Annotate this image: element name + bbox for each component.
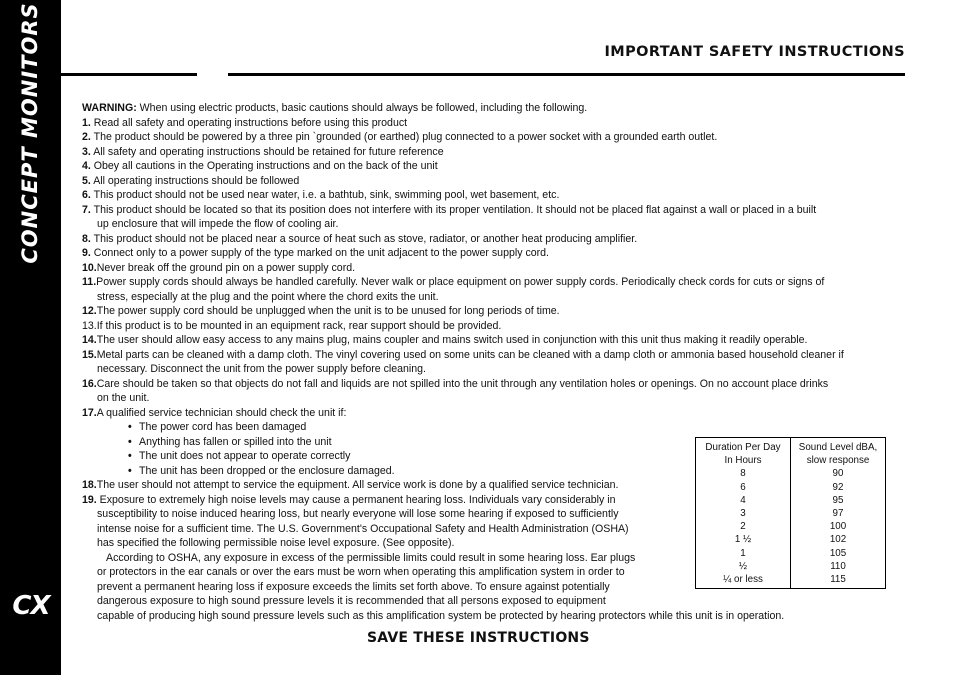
instruction-text: Care should be taken so that objects do not fall and liquids are not spilled into the unit through any ventilation holes or openings. On no account place drinks bbox=[96, 377, 829, 390]
instruction-text: A qualified service technician should check the unit if: bbox=[96, 406, 347, 419]
warning-line bbox=[82, 101, 912, 116]
bullet-text: The unit does not appear to operate correctly bbox=[139, 450, 351, 462]
instruction-13: 13.If this product is to be mounted in an equipment rack, rear support should be provided. bbox=[82, 319, 502, 332]
brand-vertical-title: CONCEPT MONITORS bbox=[18, 2, 42, 264]
instruction-number: 6. bbox=[82, 189, 91, 201]
bullet-glyph: • bbox=[128, 464, 132, 477]
duration-header-line: In Hours bbox=[724, 455, 762, 467]
instruction-10 bbox=[82, 261, 912, 276]
instruction-text: The user should allow easy access to any mains plug, mains coupler and mains switch used in conjunction with this unit thus making it readily operable. bbox=[96, 334, 808, 346]
duration-cell: 8 bbox=[740, 468, 746, 480]
instruction-number: 5. bbox=[82, 174, 91, 187]
bullet-item bbox=[82, 420, 912, 435]
instruction-text: Never break off the ground pin on a power supply cord. bbox=[96, 261, 356, 274]
instruction-number: 11. bbox=[82, 276, 97, 288]
instruction-19-line: dangerous exposure to high sound pressure levels it is recommended that all persons exposed to equipment bbox=[97, 595, 606, 607]
instruction-19-line: prevent a permanent hearing loss if exposure exceeds the limits set forth above. To ensure against potentially bbox=[97, 580, 610, 593]
instruction-16 bbox=[82, 377, 912, 392]
instruction-text: This product should not be placed near a source of heat such as stove, radiator, or another heat producing amplifier. bbox=[90, 232, 638, 245]
instruction-text: All safety and operating instructions should be retained for future reference bbox=[90, 145, 444, 158]
instruction-number: 3. bbox=[82, 145, 91, 158]
sound-level-cell: 102 bbox=[829, 534, 847, 546]
duration-cell: 3 bbox=[740, 508, 746, 520]
duration-cell: 4 bbox=[740, 494, 746, 506]
duration-cell: 2 bbox=[740, 521, 746, 533]
bullet-glyph: • bbox=[128, 421, 132, 433]
sound-level-header-line: slow response bbox=[806, 455, 870, 467]
instruction-number: 16. bbox=[82, 377, 97, 390]
instruction-19-line: susceptibility to noise induced hearing loss, but nearly everyone will lose some hearing if exposed to sufficiently bbox=[97, 508, 619, 520]
instruction-11 bbox=[82, 275, 912, 290]
instruction-text: Obey all cautions in the Operating instructions and on the back of the unit bbox=[90, 160, 438, 172]
instruction-number: 9. bbox=[82, 247, 91, 259]
instruction-7 bbox=[82, 203, 912, 218]
instruction-number: 8. bbox=[82, 232, 91, 245]
warning-label: WARNING: bbox=[82, 102, 137, 114]
instruction-number: 15. bbox=[82, 348, 97, 361]
page-title: IMPORTANT SAFETY INSTRUCTIONS bbox=[604, 44, 905, 60]
instruction-text: Power supply cords should always be handled carefully. Never walk or place equipment on power supply cords. Periodically check cords for cuts or signs of bbox=[96, 276, 825, 288]
instruction-19-line: or protectors in the ear canals or over the ears must be worn when operating this amplification system in order to bbox=[97, 566, 625, 578]
duration-header-line: Duration Per Day bbox=[705, 442, 781, 453]
instruction-19-line: has specified the following permissible noise level exposure. (See opposite). bbox=[97, 537, 455, 549]
cx-logo: CX bbox=[12, 591, 50, 621]
instruction-12 bbox=[82, 304, 912, 319]
instruction-text: This product should be located so that its position does not interfere with its proper ventilation. It should not be placed flat against a wall or placed in a built bbox=[90, 203, 817, 216]
bullet-text: The unit has been dropped or the enclosure damaged. bbox=[139, 464, 395, 477]
instruction-number: 12. bbox=[82, 305, 97, 317]
instruction-text: The user should not attempt to service the equipment. All service work is done by a qualified service technician. bbox=[96, 479, 619, 491]
bullet-text: The power cord has been damaged bbox=[139, 421, 307, 433]
instruction-number: 14. bbox=[82, 334, 97, 346]
instruction-19-line: capable of producing high sound pressure levels such as this amplification system be protected by hearing protectors while this unit is in operation. bbox=[97, 609, 785, 622]
duration-cell: 1 bbox=[740, 547, 746, 559]
instruction-19-line: According to OSHA, any exposure in excess of the permissible limits could result in some hearing loss. Ear plugs bbox=[106, 551, 636, 564]
noise-exposure-table bbox=[695, 437, 886, 589]
duration-cell: ¼ or less bbox=[723, 574, 763, 586]
instruction-text: Read all safety and operating instructions before using this product bbox=[90, 116, 408, 129]
instruction-7-continued: up enclosure that will impede the flow of cooling air. bbox=[97, 218, 339, 230]
instruction-14 bbox=[82, 333, 912, 348]
sound-level-cell: 92 bbox=[832, 481, 844, 493]
instruction-8 bbox=[82, 232, 912, 247]
instruction-4 bbox=[82, 159, 912, 174]
sound-level-cell: 115 bbox=[830, 574, 846, 586]
instruction-number: 17. bbox=[82, 406, 97, 419]
instruction-2 bbox=[82, 130, 912, 145]
instruction-15-continued: necessary. Disconnect the unit from the power supply before cleaning. bbox=[97, 363, 426, 375]
sidebar bbox=[0, 0, 61, 675]
header-rule-right bbox=[228, 73, 905, 76]
instruction-15 bbox=[82, 348, 912, 363]
sound-level-header-line: Sound Level dBA, bbox=[798, 442, 878, 453]
bullet-glyph: • bbox=[128, 435, 132, 448]
instruction-number: 19. bbox=[82, 493, 97, 506]
instruction-1 bbox=[82, 116, 912, 131]
instruction-text: Exposure to extremely high noise levels may cause a permanent hearing loss. Individuals vary considerably in bbox=[96, 493, 616, 506]
instruction-text: This product should not be used near water, i.e. a bathtub, sink, swimming pool, wet basement, etc. bbox=[90, 189, 560, 201]
header-rule-left bbox=[61, 73, 197, 76]
save-instructions-title: SAVE THESE INSTRUCTIONS bbox=[367, 630, 590, 646]
instruction-16-continued: on the unit. bbox=[97, 392, 150, 404]
instruction-number: 10. bbox=[82, 261, 97, 274]
sound-level-cell: 97 bbox=[832, 508, 844, 520]
duration-cell: ½ bbox=[738, 560, 748, 572]
sound-level-cell: 110 bbox=[830, 560, 846, 572]
sound-level-cell: 95 bbox=[832, 494, 844, 506]
sound-level-cell: 90 bbox=[832, 468, 844, 480]
warning-text: When using electric products, basic cautions should always be followed, including the following. bbox=[136, 102, 588, 114]
instruction-5 bbox=[82, 174, 912, 189]
sound-level-cell: 105 bbox=[829, 547, 847, 559]
instruction-number: 1. bbox=[82, 116, 91, 129]
instruction-number: 2. bbox=[82, 131, 91, 143]
instruction-19-line: intense noise for a sufficient time. The U.S. Government's Occupational Safety and Health Administration (OSHA) bbox=[97, 522, 629, 535]
instruction-text: The product should be powered by a three pin `grounded (or earthed) plug connected to a power socket with a grounded earth outlet. bbox=[90, 131, 718, 143]
instruction-6 bbox=[82, 188, 912, 203]
duration-cell: 1 ½ bbox=[734, 534, 752, 546]
instruction-11-continued: stress, especially at the plug and the point where the chord exits the unit. bbox=[97, 290, 439, 303]
instruction-17 bbox=[82, 406, 912, 421]
instruction-text: Connect only to a power supply of the type marked on the unit adjacent to the power supply cord. bbox=[90, 247, 550, 259]
sound-level-column bbox=[790, 438, 885, 588]
instruction-text: The power supply cord should be unplugged when the unit is to be unused for long periods of time. bbox=[96, 305, 560, 317]
bullet-glyph: • bbox=[128, 450, 132, 462]
instruction-number: 4. bbox=[82, 160, 91, 172]
instruction-text: Metal parts can be cleaned with a damp cloth. The vinyl covering used on some units can be cleaned with a damp cloth or ammonia based household cleaner if bbox=[96, 348, 844, 361]
bullet-text: Anything has fallen or spilled into the unit bbox=[139, 435, 332, 448]
instruction-number: 18. bbox=[82, 479, 97, 491]
sound-level-cell: 100 bbox=[829, 521, 847, 533]
duration-cell: 6 bbox=[740, 481, 746, 493]
instruction-3 bbox=[82, 145, 912, 160]
instruction-9 bbox=[82, 246, 912, 261]
duration-column bbox=[696, 438, 790, 588]
instruction-number: 7. bbox=[82, 203, 91, 216]
instruction-text: All operating instructions should be followed bbox=[90, 174, 300, 187]
